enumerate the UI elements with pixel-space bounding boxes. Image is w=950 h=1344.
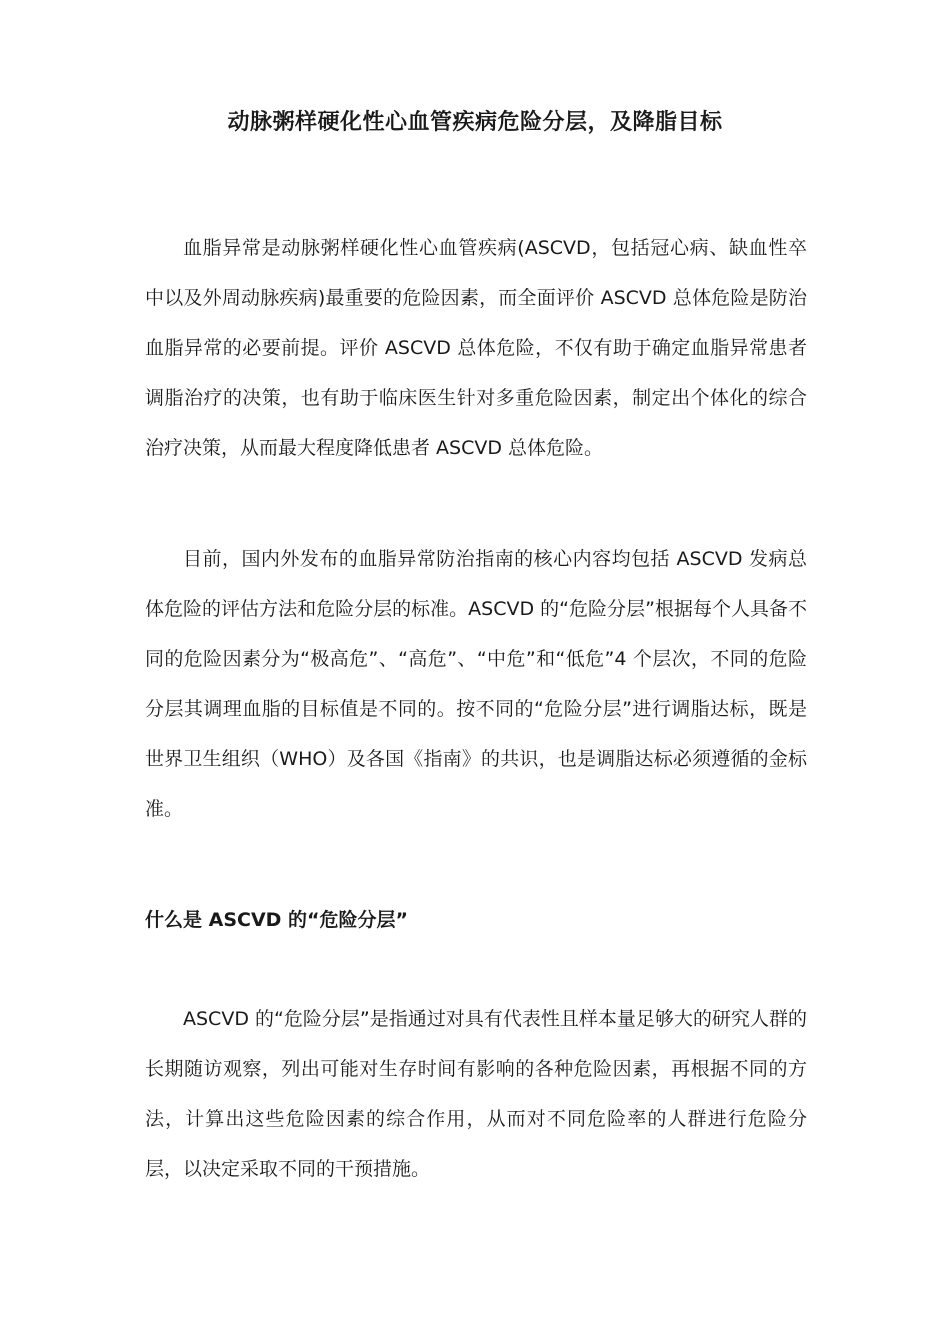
section-paragraph: ASCVD 的“危险分层”是指通过对具有代表性且样本量足够大的研究人群的长期随访观察，列出可能对生存时间有影响的各种危险因素，再根据不同的方法，计算出这些危险因素的综合作用，从而对不同危险率的人群进行危险分层，以决定采取不同的干预措施。 <box>145 1008 807 1180</box>
document-title: 动脉粥样硬化性心血管疾病危险分层，及降脂目标 <box>227 110 723 135</box>
intro-paragraph: 血脂异常是动脉粥样硬化性心血管疾病(ASCVD，包括冠心病、缺血性卒中以及外周动脉疾病)最重要的危险因素，而全面评价 ASCVD 总体危险是防治血脂异常的必要前提。评价 ASCVD 总体危险，不仅有助于确定血脂异常患者调脂治疗的决策，也有助于临床医生针对多重危险因素，制定出个体化的综合治疗决策，从而最大程度降低患者 ASCVD 总体危险。 <box>145 237 807 459</box>
section-heading: 什么是 ASCVD 的“危险分层” <box>145 909 409 931</box>
risk-stratification-paragraph: 目前，国内外发布的血脂异常防治指南的核心内容均包括 ASCVD 发病总体危险的评估方法和危险分层的标准。ASCVD 的“危险分层”根据每个人具备不同的危险因素分为“极高危”、“高危”、“中危”和“低危”4 个层次，不同的危险分层其调理血脂的目标值是不同的。按不同的“危险分层”进行调脂达标，既是世界卫生组织（WHO）及各国《指南》的共识，也是调脂达标必须遵循的金标准。 <box>145 548 807 820</box>
